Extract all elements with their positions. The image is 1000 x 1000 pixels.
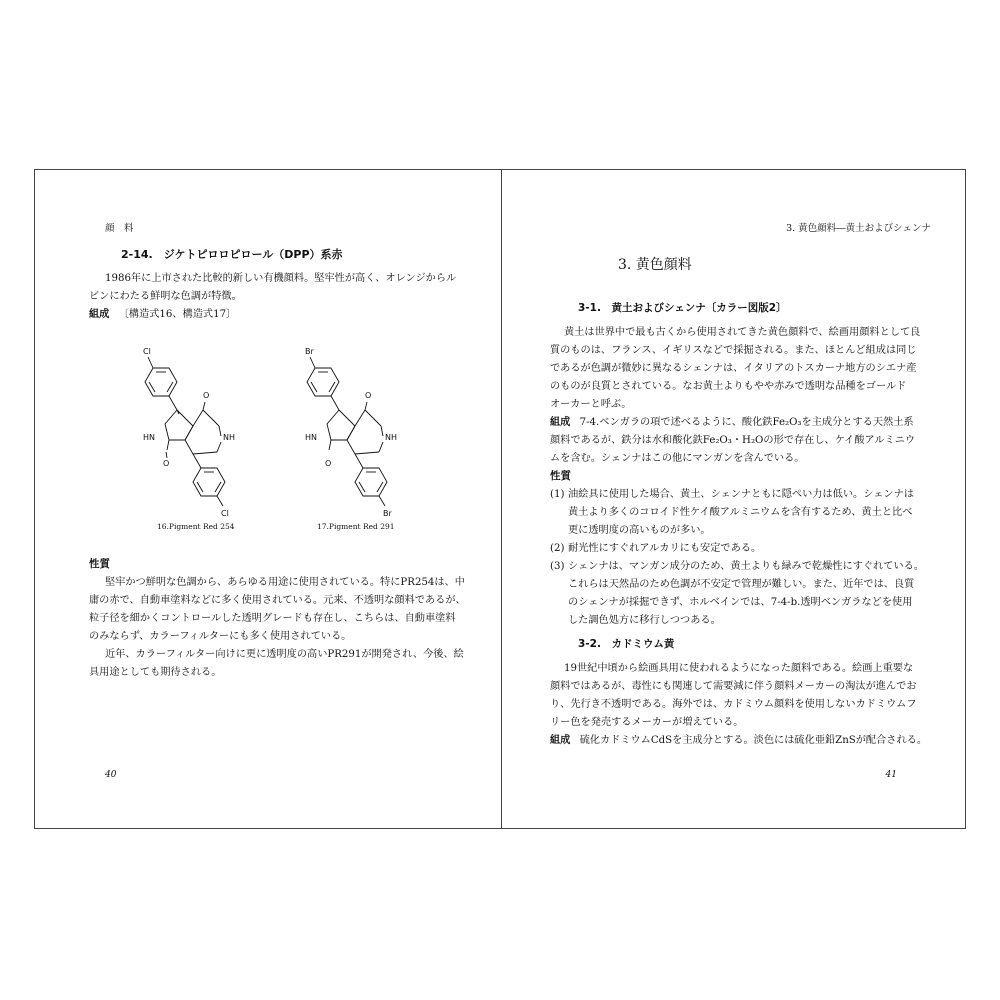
s31-item-1-line-1: 油絵具に使用した場合、黄土、シェンナともに隠ぺい力は低い。シェンナは	[568, 489, 914, 500]
properties-line-4: のみならず、カラーフィルターにも多く使用されている。	[89, 631, 352, 642]
running-header-right: 3. 黄色顔料―黄土およびシェンナ	[786, 223, 931, 234]
properties-line-2: 庸の赤で、自動車塗料などに多く使用されている。元来、不透明な顔料であるが、	[89, 595, 466, 606]
book-spread	[34, 169, 966, 829]
s32-line-2: 顔料ではあるが、毒性にも関連して需要減に伴う顔料メーカーの淘汰が進んでお	[550, 681, 917, 692]
section-title-3-1: 3-1. 黄土およびシェンナ〔カラー図版2〕	[578, 302, 787, 314]
section-title-2-14: 2-14. ジケトピロロピロール（DPP）系赤	[121, 248, 343, 261]
s16-o-top: O	[203, 391, 210, 400]
structure-17-caption: 17.Pigment Red 291	[317, 522, 395, 531]
s31-item-2-line-1: 耐光性にすぐれアルカリにも安定である。	[568, 543, 762, 554]
s31-item-3-line-3: のシェンナが採掘できず、ホルベインでは、7-4-b.透明ベンガラなどを使用	[568, 597, 913, 608]
properties-line-3: 粒子径を細かくコントロールした透明グレードも存在し、こちらは、自動車塗料	[89, 613, 456, 624]
page-number-left: 40	[105, 770, 117, 780]
s16-o-bottom: O	[163, 459, 170, 468]
s16-hn: HN	[143, 433, 155, 442]
s31-comp-line-1	[550, 414, 914, 432]
properties2-line-2: 具用途としても期待される。	[89, 667, 222, 678]
s17-o-bottom: O	[325, 459, 332, 468]
composition-line	[89, 306, 236, 324]
s32-line-1: 19世紀中頃から絵画具用に使われるようになった顔料である。絵画上重要な	[564, 663, 914, 674]
s17-o-top: O	[365, 391, 372, 400]
s31-line-1: 黄土は世界中で最も古くから使用されてきた黄色顔料で、絵画用顔料として良	[564, 327, 921, 338]
s32-line-4: リー色を発売するメーカーが増えている。	[550, 717, 744, 728]
chapter-title: 3. 黄色顔料	[618, 257, 692, 273]
s31-comp-line-3: ムを含む。シェンナはこの他にマンガンを含んでいる。	[550, 453, 805, 464]
s32-line-3: り、先行き不透明である。海外では、カドミウム顔料を使用しないカドミウムフ	[550, 699, 917, 710]
s31-item-1-line-2: 黄土より多くのコロイド性ケイ酸アルミニウムを含有するため、黄土と比べ	[568, 507, 913, 518]
section-title-3-2: 3-2. カドミウム黄	[578, 638, 675, 650]
s31-line-5: オーカーと呼ぶ。	[550, 399, 632, 410]
s31-item-3-line-2: これらは天然品のため色調が不安定で管理が難しい。また、近年では、良質	[568, 579, 915, 590]
s31-prop-label: 性質	[550, 470, 571, 482]
structure-17-diagram	[297, 340, 457, 530]
s32-comp-label: 組成	[550, 735, 571, 746]
properties-label: 性質	[89, 558, 110, 570]
structure-17-top-halogen: Br	[305, 347, 314, 356]
s16-nh: NH	[223, 433, 235, 442]
composition-text: 〔構造式16、構造式17〕	[118, 309, 237, 320]
s31-line-4: のものが良質とされている。なお黄土よりもやや赤みで透明な品種をゴールド	[550, 381, 907, 392]
right-page	[502, 170, 967, 828]
structure-16-top-halogen: Cl	[143, 347, 151, 356]
s31-item-1-num: (1)	[550, 489, 565, 500]
s31-comp-text-1: 7-4.ベンガラの項で述べるように、酸化鉄Fe₂O₃を主成分とする天然土系	[579, 417, 914, 428]
structure-16-diagram	[135, 340, 295, 530]
intro-line-1: 1986年に上市された比較的新しい有機顔料。堅牢性が高く、オレンジからル	[105, 273, 457, 284]
intro-line-2: ビンにわたる鮮明な色調が特徴。	[89, 291, 242, 302]
s31-line-3: であるが色調が微妙に異なるシェンナは、イタリアのトスカーナ地方のシエナ産	[550, 363, 917, 374]
s17-hn: HN	[305, 433, 317, 442]
properties2-line-1: 近年、カラーフィルター向けに更に透明度の高いPR291が開発され、今後、絵	[105, 649, 464, 660]
s31-item-3-line-1: シェンナは、マンガン成分のため、黄土よりも緑みで乾燥性にすぐれている。	[568, 561, 924, 572]
composition-label: 組成	[89, 309, 110, 320]
s31-item-3-num: (3)	[550, 561, 565, 572]
left-page	[35, 170, 501, 828]
structure-16-bottom-halogen: Cl	[221, 509, 229, 518]
structure-17-bottom-halogen: Br	[383, 509, 392, 518]
running-header-left: 顔 料	[105, 223, 134, 234]
s17-nh: NH	[385, 433, 397, 442]
s32-comp-text: 硫化カドミウムCdSを主成分とする。淡色には硫化亜鉛ZnSが配合される。	[579, 735, 928, 746]
page-number-right: 41	[885, 770, 897, 780]
properties-line-1: 堅牢かつ鮮明な色調から、あらゆる用途に使用されている。特にPR254は、中	[105, 577, 465, 588]
s31-comp-label: 組成	[550, 417, 571, 428]
s32-comp-line	[550, 732, 927, 750]
s31-item-3-line-4: した調色処方に移行しつつある。	[568, 615, 721, 626]
s31-item-1-line-3: 更に透明度の高いものが多い。	[568, 525, 711, 536]
s31-item-2-num: (2)	[550, 543, 565, 554]
s31-comp-line-2: 顔料であるが、鉄分は水和酸化鉄Fe₂O₃・H₂Oの形で存在し、ケイ酸アルミニウ	[550, 435, 916, 446]
structure-16-caption: 16.Pigment Red 254	[157, 522, 235, 531]
s31-line-2: 質のものは、フランス、イギリスなどで採掘される。また、ほとんど組成は同じ	[550, 345, 917, 356]
